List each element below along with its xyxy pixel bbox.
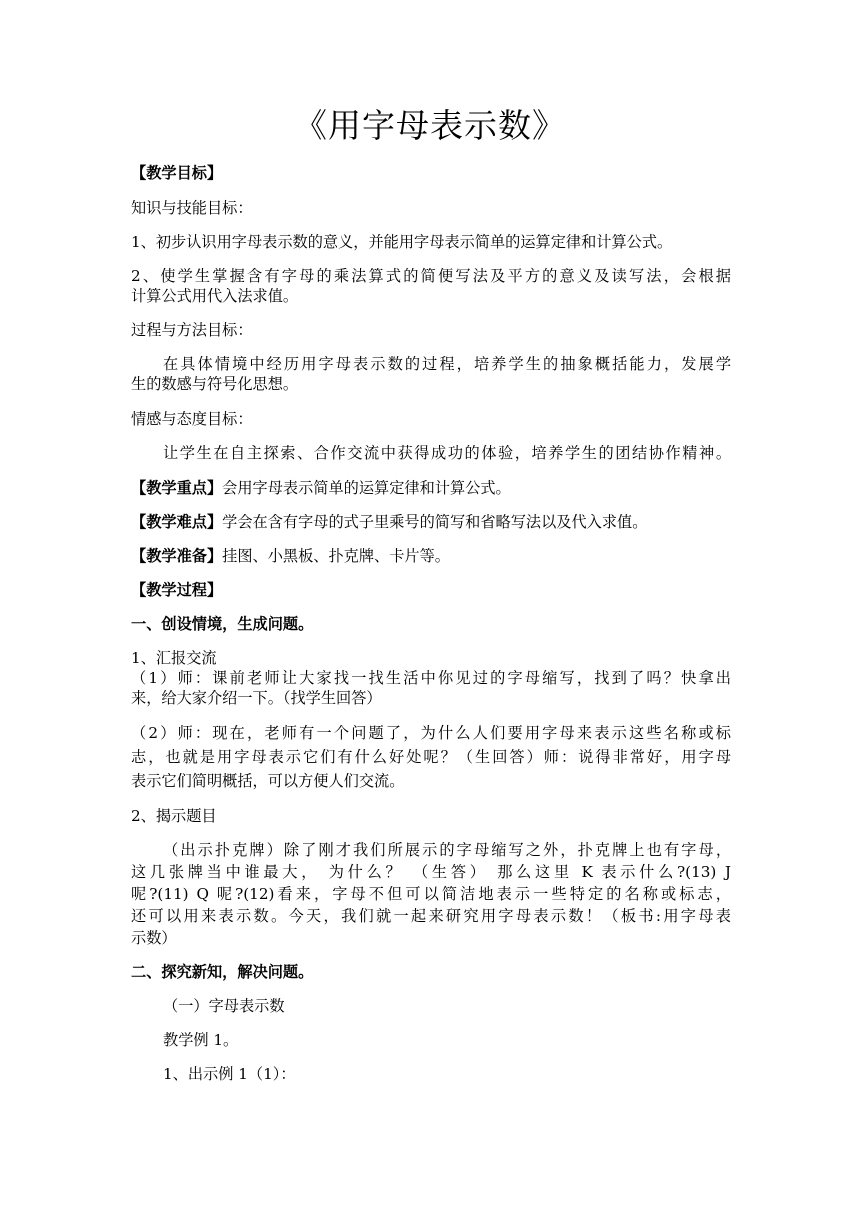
emotion-goal-label: 情感与态度目标： bbox=[131, 410, 253, 428]
process-goal-line-2: 生的数感与符号化思想。 bbox=[131, 375, 299, 393]
knowledge-goal-label: 知识与技能目标： bbox=[131, 199, 253, 217]
section-1-p3-line-2: 这几张牌当中谁最大， 为什么？ （生答） 那么这里 K 表示什么?(13) J bbox=[131, 863, 731, 881]
section-1-p3-line-5: 示数） bbox=[131, 929, 177, 947]
section-1-p2-line-1: （2）师：现在，老师有一个问题了，为什么人们要用字母来表示这些名称或标 bbox=[131, 724, 731, 742]
section-1-p3-line-3: 呢?(11) Q 呢?(12)看来，字母不但可以简洁地表示一些特定的名称或标志， bbox=[131, 885, 731, 903]
section-1-sub-1: 1、汇报交流 bbox=[131, 649, 217, 667]
process-goal-line-1: 在具体情境中经历用字母表示数的过程，培养学生的抽象概括能力，发展学 bbox=[163, 355, 731, 373]
knowledge-goal-item-2-line-1: 2、使学生掌握含有字母的乘法算式的简便写法及平方的意义及读写法，会根据 bbox=[131, 267, 731, 285]
preparation-text: 挂图、小黑板、扑克牌、卡片等。 bbox=[222, 547, 450, 565]
section-1-p3-line-4: 还可以用来表示数。今天，我们就一起来研究用字母表示数！（板书:用字母表 bbox=[131, 907, 731, 925]
section-2-sub-3: 1、出示例 1（1）： bbox=[163, 1065, 296, 1083]
section-1-heading: 一、创设情境，生成问题。 bbox=[131, 615, 314, 633]
preparation-label: 【教学准备】 bbox=[131, 547, 223, 565]
knowledge-goal-item-2-line-2: 计算公式用代入法求值。 bbox=[131, 287, 299, 305]
section-2-sub-1: （一）字母表示数 bbox=[163, 997, 285, 1015]
section-1-p1-line-2: 来，给大家介绍一下。（找学生回答） bbox=[131, 689, 382, 707]
preparation-row bbox=[131, 546, 731, 566]
difficulty-label: 【教学难点】 bbox=[131, 513, 223, 531]
section-1-p3-line-1: （出示扑克牌）除了刚才我们所展示的字母缩写之外，扑克牌上也有字母， bbox=[163, 841, 731, 859]
section-1-p1-line-1: （1）师：课前老师让大家找一找生活中你见过的字母缩写，找到了吗？快拿出 bbox=[131, 669, 731, 687]
emotion-goal-line-1: 让学生在自主探索、合作交流中获得成功的体验，培养学生的团结协作精神。 bbox=[163, 444, 731, 462]
key-point-label: 【教学重点】 bbox=[131, 479, 223, 497]
key-point-row bbox=[131, 478, 731, 498]
teaching-goals-heading: 【教学目标】 bbox=[131, 164, 223, 182]
difficulty-text: 学会在含有字母的式子里乘号的简写和省略写法以及代入求值。 bbox=[222, 513, 648, 531]
key-point-text: 会用字母表示简单的运算定律和计算公式。 bbox=[222, 479, 511, 497]
process-goal-label: 过程与方法目标： bbox=[131, 321, 253, 339]
knowledge-goal-item-1: 1、初步认识用字母表示数的意义，并能用字母表示简单的运算定律和计算公式。 bbox=[131, 233, 673, 251]
section-1-p2-line-2: 志，也就是用字母表示它们有什么好处呢？（生回答）师：说得非常好，用字母 bbox=[131, 748, 731, 766]
document-title: 《用字母表示数》 bbox=[294, 106, 566, 145]
section-1-p2-line-3: 表示它们简明概括，可以方便人们交流。 bbox=[131, 772, 405, 790]
section-2-heading: 二、探究新知，解决问题。 bbox=[131, 963, 314, 981]
section-2-sub-2: 教学例 1。 bbox=[163, 1031, 239, 1049]
section-1-sub-2: 2、揭示题目 bbox=[131, 807, 217, 825]
difficulty-row bbox=[131, 512, 731, 532]
teaching-process-heading: 【教学过程】 bbox=[131, 581, 223, 599]
